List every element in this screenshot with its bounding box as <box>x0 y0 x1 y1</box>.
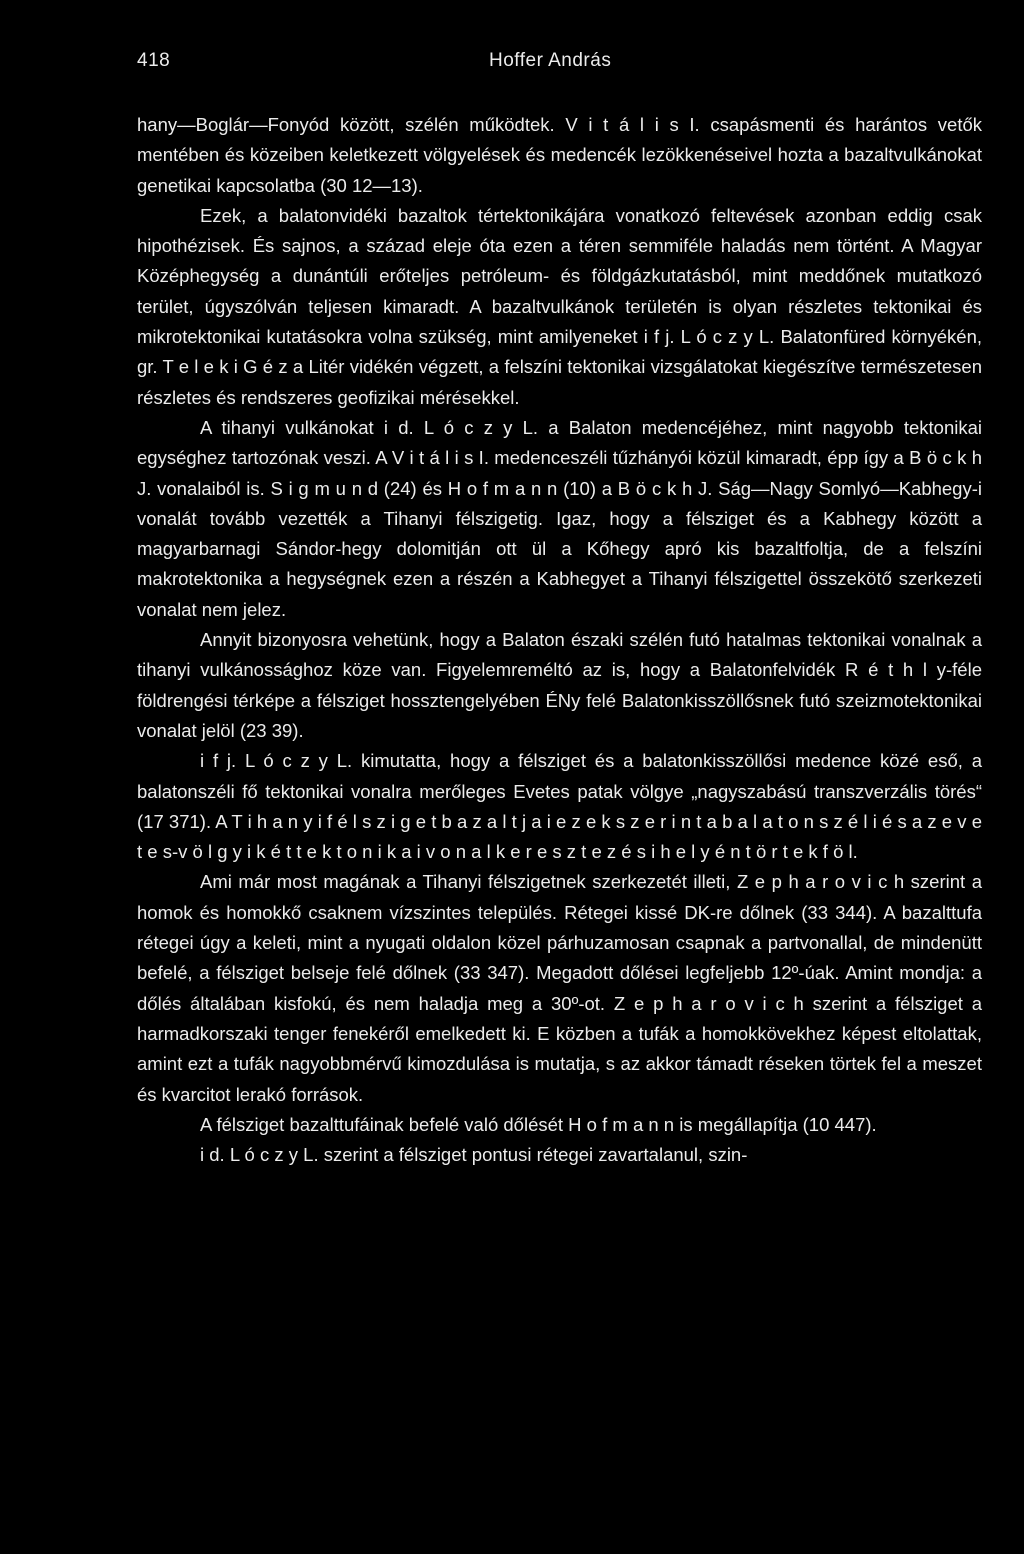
page-header <box>137 50 982 80</box>
paragraph-1: hany—Boglár—Fonyód között, szélén működtek. V i t á l i s I. csapásmenti és harántos vetők mentében és közeiben keletkezett völgyelések és medencék lezökkenéseivel hozta a bazaltvulkánokat genetikai kapcsolatba (30 12—13). <box>137 114 982 196</box>
paragraph-5: i f j. L ó c z y L. kimutatta, hogy a félsziget és a balatonkisszöllősi medence közé eső, a balatonszéli fő tektonikai vonalra merőleges Evetes patak völgye „nagyszabású transzverzális törés“ (17 371). A T i h a n y i f é l s z i g e t b a z a l t j a i e z e k s z e r i n t a b a l a t o n s z é l i é s a z e v e t e s-v ö l g y i k é t t e k t o n i k a i v o n a l k e r e s z t e z é s i h e l y é n t ö r t e k f ö l. <box>137 750 982 863</box>
running-head-author: Hoffer András <box>489 50 612 71</box>
body-text <box>137 110 982 1170</box>
paragraph-7: A félsziget bazalttufáinak befelé való dőlését H o f m a n n is megállapítja (10 447). <box>200 1113 877 1135</box>
paragraph-2: Ezek, a balatonvidéki bazaltok tértektonikájára vonatkozó feltevések azonban eddig csak hipothézisek. És sajnos, a század eleje óta ezen a téren semmiféle haladás nem történt. A Magyar Középhegység a dunántúli erőteljes petróleum- és földgázkutatásból, mint meddőnek mutatkozó terület, úgyszólván teljesen kimaradt. A bazaltvulkánok területén is olyan részletes tektonikai és mikrotektonikai kutatásokra volna szükség, mint amilyeneket i f j. L ó c z y L. Balatonfüred környékén, gr. T e l e k i G é z a Litér vidékén végzett, a felszíni tektonikai vizsgálatokat kiegészítve természetesen részletes és rendszeres geofizikai mérésekkel. <box>137 204 982 408</box>
paragraph-3: A tihanyi vulkánokat i d. L ó c z y L. a Balaton medencéjéhez, mint nagyobb tektonikai egységhez tartozónak veszi. A V i t á l i s I. medenceszéli tűzhányói közül kimaradt, épp így a B ö c k h J. vonalaiból is. S i g m u n d (24) és H o f m a n n (10) a B ö c k h J. Ság—Nagy Somlyó—Kabhegy-i vonalát tovább vezették a Tihanyi félszigetig. Igaz, hogy a félsziget és a Kabhegy között a magyarbarnagi Sándor-hegy dolomitján ott ül a Kőhegy apró kis bazaltfoltja, de a felszíni makrotektonika a hegységnek ezen a részén a Kabhegyet a Tihanyi félszigettel összekötő szerkezeti vonalat nem jelez. <box>137 416 982 620</box>
paragraph-4: Annyit bizonyosra vehetünk, hogy a Balaton északi szélén futó hatalmas tektonikai vonalnak a tihanyi vulkánossághoz köze van. Figyelemreméltó az is, hogy a Balatonfelvidék R é t h l y-féle földrengési térképe a félsziget hossztengelyében ÉNy felé Balatonkisszöllősnek futó szeizmotektonikai vonalat jelöl (23 39). <box>137 629 982 741</box>
paragraph-6: Ami már most magának a Tihanyi félszigetnek szerkezetét illeti, Z e p h a r o v i c h szerint a homok és homokkő csaknem vízszintes település. Rétegei kissé DK-re dőlnek (33 344). A bazalttufa rétegei úgy a keleti, mint a nyugati oldalon közel párhuzamosan csapnak a partvonallal, de mindenütt befelé, a félsziget belseje felé dőlnek (33 347). Megadott dőlései legfeljebb 12º-úak. Amint mondja: a dőlés általában kisfokú, és nem haladja meg a 30º-ot. Z e p h a r o v i c h szerint a félsziget a harmadkorszaki tenger fenekéről emelkedett ki. E közben a tufák a homokkövekhez képest eltolattak, amint ezt a tufák nagyobbmérvű kimozdulása is mutatja, s az akkor támadt réseken törtek fel a meszet és kvarcitot lerakó források. <box>137 871 982 1105</box>
page-number: 418 <box>137 50 171 71</box>
paragraph-8: i d. L ó c z y L. szerint a félsziget pontusi rétegei zavartalanul, szin- <box>200 1144 748 1166</box>
